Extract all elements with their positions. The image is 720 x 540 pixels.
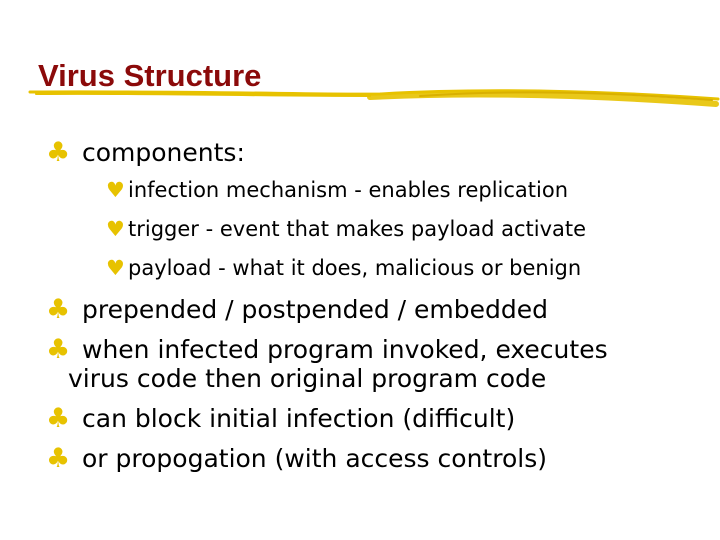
bullet-text: or propogation (with access controls) [82,444,547,473]
heart-icon: ♥ [106,178,125,202]
slide-title: Virus Structure [38,58,262,93]
sub-bullet-text: payload - what it does, malicious or benign [128,256,582,280]
club-icon: ♣ [46,334,71,365]
bullet-text: components: [82,138,245,167]
club-icon: ♣ [46,137,71,168]
heart-icon: ♥ [106,217,125,241]
sub-bullet-text: trigger - event that makes payload activate [128,217,587,241]
bullet-text: can block initial infection (difficult) [82,404,516,433]
club-icon: ♣ [46,403,71,434]
bullet-text: prepended / postpended / embedded [82,295,549,324]
club-icon: ♣ [46,294,71,325]
sub-bullet-text: infection mechanism - enables replication [128,178,569,202]
bullet-text: when infected program invoked, executes [82,335,608,364]
heart-icon: ♥ [106,256,125,280]
club-icon: ♣ [46,443,71,474]
bullet-text-continuation: virus code then original program code [68,364,547,393]
